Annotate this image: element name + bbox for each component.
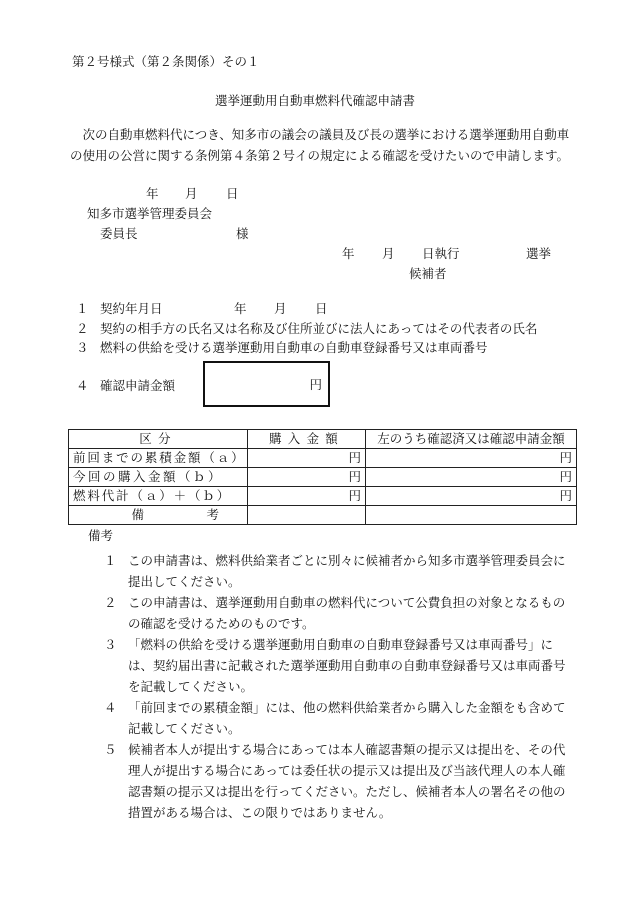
page-title: 選挙運動用自動車燃料代確認申請書 — [214, 93, 415, 108]
amount-unit: 円 — [309, 377, 322, 392]
table-row — [69, 468, 577, 487]
election-day-exec: 日執行 — [422, 246, 460, 261]
item-4-num: ４ — [76, 378, 89, 393]
row-purchase-cell[interactable]: 円 — [248, 487, 366, 506]
item-4-label: 確認申請金額 — [100, 378, 176, 393]
note-text: 「前回までの累積金額」には、他の燃料供給業者から購入した金額をも含めて記載してください。 — [128, 700, 566, 736]
item-1-num: １ — [76, 301, 89, 316]
table-row — [69, 506, 577, 525]
row-label: 前回までの累積金額（ａ） — [69, 449, 248, 468]
table-row — [69, 449, 577, 468]
header-confirmed-amount: 左のうち確認済又は確認申請金額 — [366, 430, 577, 449]
table-header-row — [69, 430, 577, 449]
notes-list — [104, 550, 574, 823]
note-item — [104, 550, 574, 592]
item-3-num: ３ — [76, 340, 89, 355]
table-row — [69, 487, 577, 506]
notes-title: 備考 — [88, 528, 114, 543]
row-confirmed-cell[interactable]: 円 — [366, 487, 577, 506]
form-id: 第２号様式（第２条関係）その１ — [72, 54, 260, 69]
note-item — [104, 697, 574, 739]
note-item — [104, 592, 574, 634]
row-confirmed-cell[interactable]: 円 — [366, 468, 577, 487]
item-2-label: 契約の相手方の氏名又は名称及び住所並びに法人にあってはその代表者の氏名 — [100, 321, 538, 336]
addressee: 知多市選挙管理委員会 — [87, 206, 213, 221]
election-month: 月 — [382, 246, 395, 261]
intro-paragraph: 次の自動車燃料代につき、知多市の議会の議員及び長の選挙における選挙運動用自動車の使用の公営に関する条例第４条第２号イの規定による確認を受けたいので申請します。 — [70, 127, 570, 163]
row-confirmed-cell[interactable]: 円 — [366, 449, 577, 468]
item-1-year: 年 — [234, 301, 247, 316]
candidate-label: 候補者 — [409, 266, 447, 281]
note-number: ３ — [104, 637, 117, 652]
header-purchase-amount: 購入金額 — [248, 430, 366, 449]
row-label: 燃料代計（ａ）＋（ｂ） — [69, 487, 248, 506]
note-text: 候補者本人が提出する場合にあっては本人確認書類の提示又は提出を、その代理人が提出する場合にあっては委任状の提示又は提出及び当該代理人の本人確認書類の提示又は提出を行ってください。ただし、候補者本人の署名その他の措置がある場合は、この限りではありません。 — [128, 742, 566, 820]
item-1-month: 月 — [274, 301, 287, 316]
date-day: 日 — [226, 186, 239, 201]
note-number: ２ — [104, 595, 117, 610]
date-year: 年 — [146, 186, 159, 201]
note-number: ４ — [104, 700, 117, 715]
sama-label: 様 — [236, 226, 249, 241]
amount-input-box[interactable] — [203, 361, 330, 407]
note-item — [104, 739, 574, 823]
header-category: 区分 — [69, 430, 248, 449]
row-confirmed-cell[interactable] — [366, 506, 577, 525]
row-purchase-cell[interactable]: 円 — [248, 449, 366, 468]
item-1-label: 契約年月日 — [100, 301, 163, 316]
chairman-label: 委員長 — [100, 226, 138, 241]
election-type: 選挙 — [526, 246, 552, 261]
note-number: １ — [104, 553, 117, 568]
election-year: 年 — [342, 246, 355, 261]
row-purchase-cell[interactable]: 円 — [248, 468, 366, 487]
note-text: 「燃料の供給を受ける選挙運動用自動車の自動車登録番号又は車両番号」には、契約届出書に記載された選挙運動用自動車の自動車登録番号又は車両番号を記載してください。 — [128, 637, 566, 694]
item-3-label: 燃料の供給を受ける選挙運動用自動車の自動車登録番号又は車両番号 — [100, 340, 488, 355]
item-2-num: ２ — [76, 321, 89, 336]
row-label: 今回の購入金額（ｂ） — [69, 468, 248, 487]
note-item — [104, 634, 574, 697]
date-month: 月 — [185, 186, 198, 201]
item-1-day: 日 — [315, 301, 328, 316]
note-text: この申請書は、燃料供給業者ごとに別々に候補者から知多市選挙管理委員会に提出してください。 — [128, 553, 566, 589]
note-number: ５ — [104, 742, 117, 757]
row-label: 備考 — [69, 506, 248, 525]
fuel-cost-table — [68, 429, 577, 525]
note-text: この申請書は、選挙運動用自動車の燃料代について公費負担の対象となるものの確認を受けるためのものです。 — [128, 595, 566, 631]
